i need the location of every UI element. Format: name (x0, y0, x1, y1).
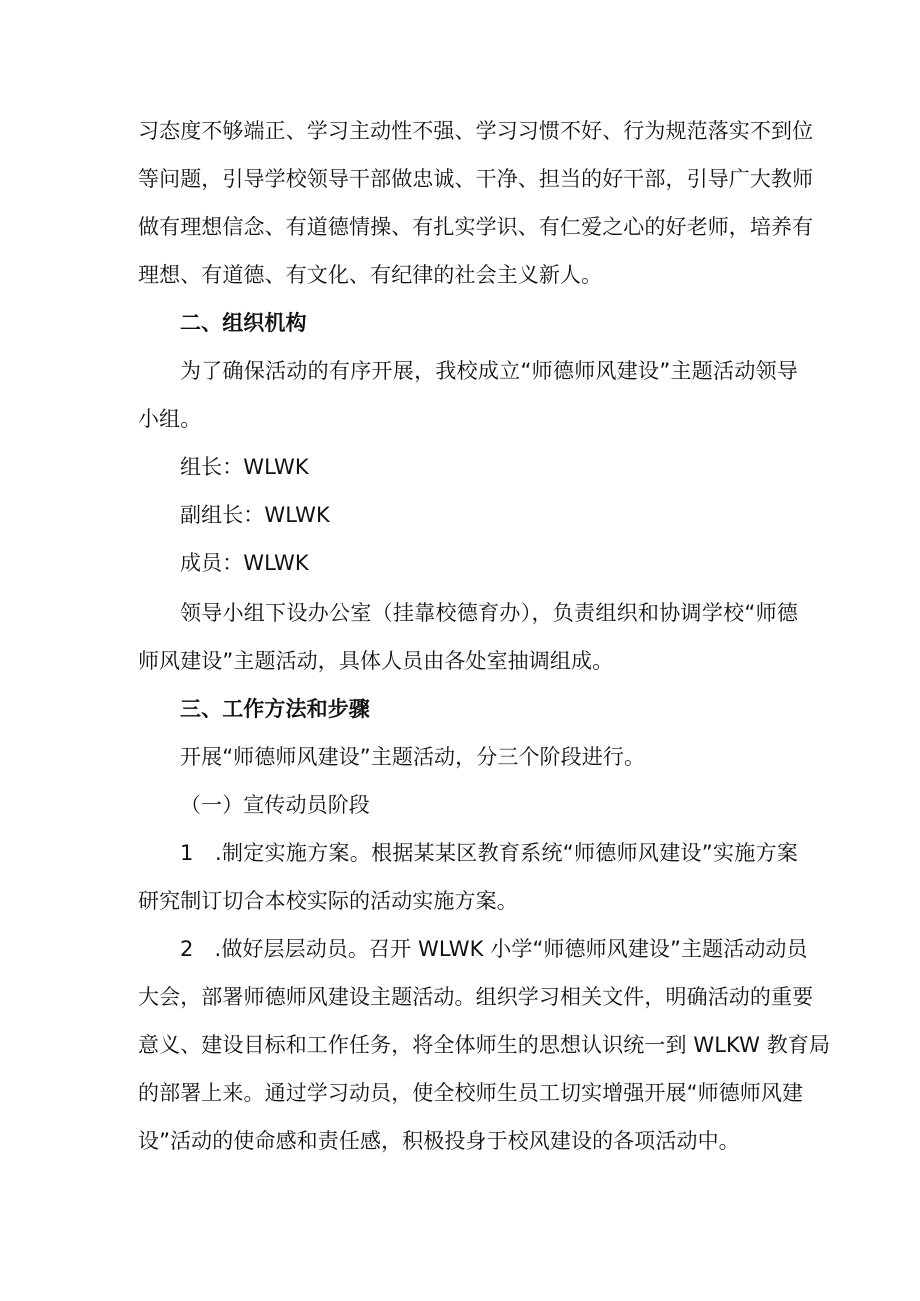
paragraph-line: 小组。 (138, 407, 202, 431)
paragraph-line: 习态度不够端正、学习主动性不强、学习习惯不好、行为规范落实不到位 (138, 119, 814, 143)
section-heading-organization: 二、组织机构 (180, 311, 307, 335)
list-item-line: 大会，部署师德师风建设主题活动。组织学习相关文件，明确活动的重要 (138, 985, 814, 1009)
member-line-deputy: 副组长：WLWK (180, 503, 330, 527)
paragraph-line: 理想、有道德、有文化、有纪律的社会主义新人。 (138, 263, 603, 287)
paragraph-line: 做有理想信念、有道德情操、有扎实学识、有仁爱之心的好老师，培养有 (138, 215, 814, 239)
list-item-line: 设”活动的使命感和责任感，积极投身于校风建设的各项活动中。 (138, 1129, 740, 1153)
paragraph-line: 为了确保活动的有序开展，我校成立“师德师风建设”主题活动领导 (180, 359, 798, 383)
list-item-line: 研究制订切合本校实际的活动实施方案。 (138, 889, 518, 913)
section-heading-methods: 三、工作方法和步骤 (180, 697, 370, 721)
paragraph-line: 开展“师德师风建设”主题活动，分三个阶段进行。 (180, 745, 646, 769)
member-line-leader: 组长：WLWK (180, 455, 309, 479)
paragraph-line: 领导小组下设办公室（挂靠校德育办），负责组织和协调学校“师德 (180, 601, 798, 625)
member-line-members: 成员：WLWK (180, 551, 309, 575)
list-item-line: 1 .制定实施方案。根据某某区教育系统“师德师风建设”实施方案 (180, 841, 798, 865)
paragraph-line: 等问题，引导学校领导干部做忠诚、干净、担当的好干部，引导广大教师 (138, 167, 814, 191)
paragraph-line: 师风建设”主题活动，具体人员由各处室抽调组成。 (138, 649, 614, 673)
phase-title: （一）宣传动员阶段 (180, 793, 370, 817)
list-item-line: 2 .做好层层动员。召开 WLWK 小学“师德师风建设”主题活动动员 (180, 937, 808, 961)
list-item-line: 的部署上来。通过学习动员，使全校师生员工切实增强开展“师德师风建 (138, 1081, 804, 1105)
list-item-line: 意义、建设目标和工作任务，将全体师生的思想认识统一到 WLKW 教育局 (138, 1033, 831, 1057)
